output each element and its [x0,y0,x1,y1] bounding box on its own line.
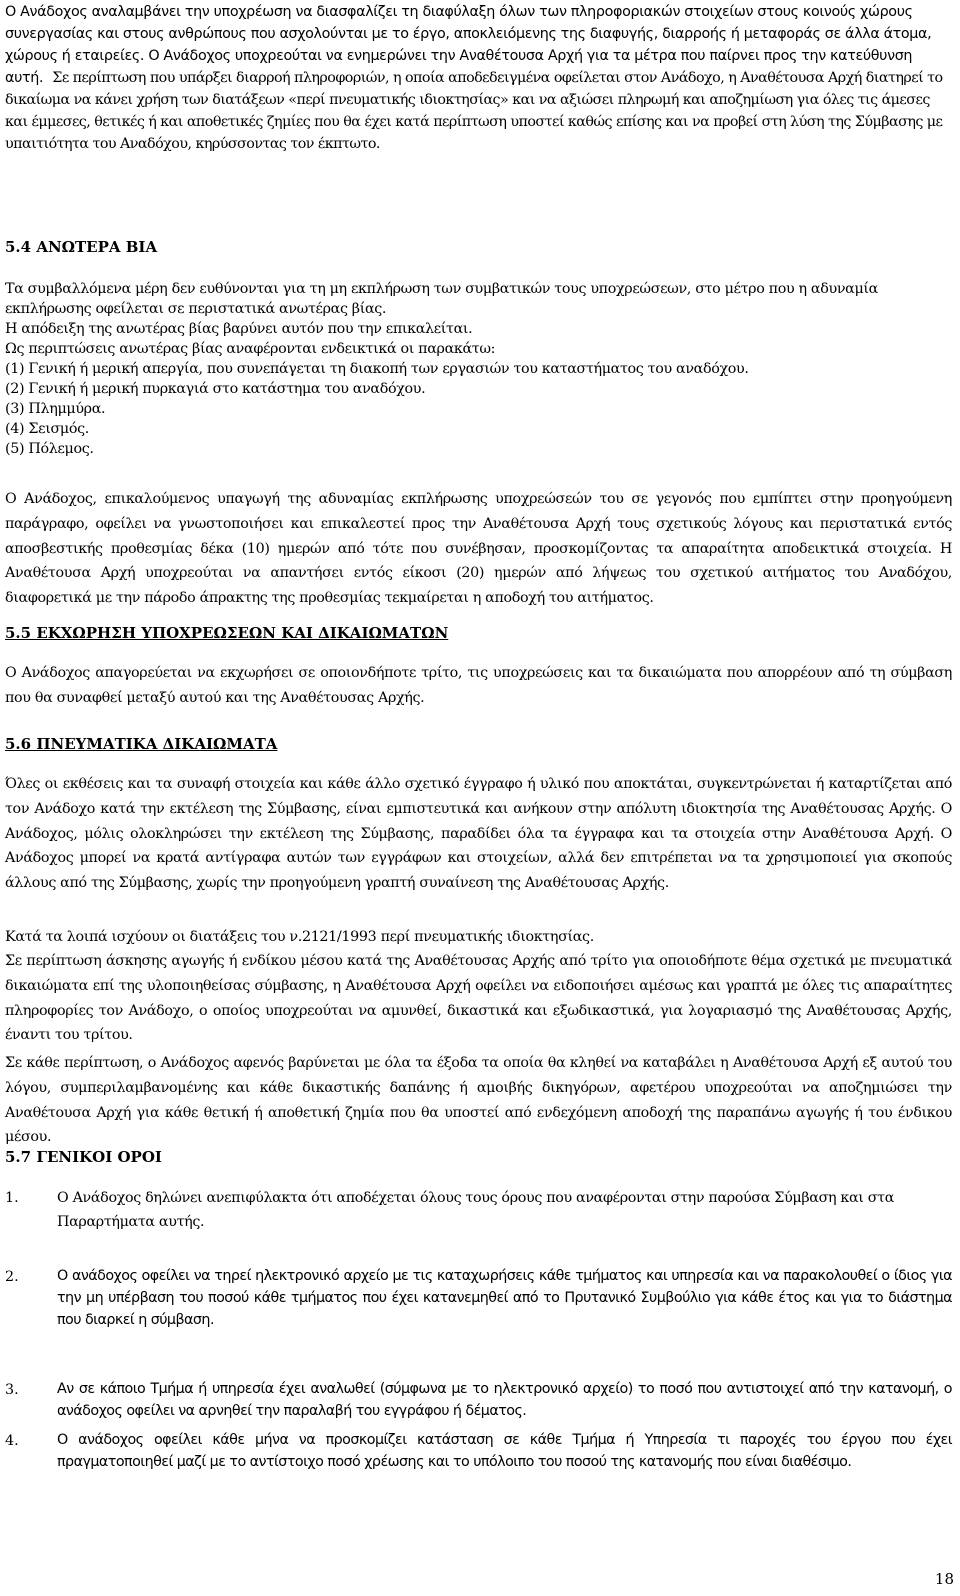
intro-text-serif: Σε περίπτωση που υπάρξει διαρροή πληροφοριών, η οποία αποδεδειγμένα οφείλεται στον Ανάδοχο, η Αναθέτουσα Αρχή διατηρεί το δικαίωμα να κάνει χρήση των διατάξεων «περί πνευματικής ιδιοκτησίας» και να αξιώσει πληρωμή και αποζημίωση για όλες τις άμεσες και έμμεσες, θετικές ή και αποθετικές ζημίες που θα έχει κατά περίπτωση υποστεί καθώς επίσης και να προβεί στη λύση της Σύμβασης με υπαιτιότητα του Αναδόχου, κηρύσσοντας τον έκπτωτο. [5,70,943,152]
heading-5-7: 5.7 ΓΕΝΙΚΟΙ ΟΡΟΙ [5,1148,162,1166]
ip-law-line: Κατά τα λοιπά ισχύουν οι διατάξεις του ν.2121/1993 περί πνευματικής ιδιοκτησίας. [5,929,594,945]
general-term-text: Ο ανάδοχος οφείλει κάθε μήνα να προσκομίζει κατάσταση σε κάθε Τμήμα ή Υπηρεσία τι παροχές του έργου που έχει πραγματοποιηθεί μαζί με το αντίστοιχο ποσό χρέωσης και το υπόλοιπο του ποσού της κατανομής που είναι διαθέσιμο. [57,1432,952,1470]
force-majeure-intro: Τα συμβαλλόμενα μέρη δεν ευθύνονται για τη μη εκπλήρωση των συμβατικών τους υποχρεώσεων, στο μέτρο που η αδυναμία εκπλήρωσης οφείλεται σε περιστατικά ανωτέρας βίας. [5,281,878,317]
general-term-number: 4. [5,1433,19,1449]
general-terms-list-3 [5,1378,952,1422]
general-terms-list-2 [5,1265,952,1331]
general-terms-list-4 [5,1429,952,1473]
general-term-text: Αν σε κάποιο Τμήμα ή υπηρεσία έχει αναλωθεί (σύμφωνα με το ηλεκτρονικό αρχείο) το ποσό που αντιστοιχεί από την κατανομή, ο ανάδοχος οφείλει να αρνηθεί την παραλαβή του εγγράφου ή δέματος. [57,1381,952,1419]
general-term-text: Ο Ανάδοχος δηλώνει ανεπιφύλακτα ότι αποδέχεται όλους τους όρους που αναφέρονται στην παρούσα Σύμβαση και στα Παραρτήματα αυτής. [57,1190,894,1230]
general-term-item [5,1265,952,1331]
force-majeure-paragraph: Ο Ανάδοχος, επικαλούμενος υπαγωγή της αδυναμίας εκπλήρωσης υποχρεώσεών του σε γεγονός που εμπίπτει στην προηγούμενη παράγραφο, οφείλει να γνωστοποιήσει και επικαλεστεί προς την Αναθέτουσα Αρχή τους σχετικούς λόγους και περιστατικά εντός αποσβεστικής προθεσμίας δέκα (10) ημερών από τότε που συνέβησαν, προσκομίζοντας τα απαραίτητα αποδεικτικά στοιχεία. Η Αναθέτουσα Αρχή υποχρεούται να απαντήσει εντός είκοσι (20) ημερών από λήψεως του σχετικού αιτήματος του Αναδόχου, διαφορετικά με την πάροδο άπρακτης της προθεσμίας τεκμαίρεται η αποδοχή του αιτήματος. [5,491,952,607]
general-term-item [5,1429,952,1473]
force-majeure-case-5: (5) Πόλεμος. [5,441,94,457]
force-majeure-case-1: (1) Γενική ή μερική απεργία, που συνεπάγεται τη διακοπή των εργασιών του καταστήματος του αναδόχου. [5,361,749,377]
assignment-paragraph: Ο Ανάδοχος απαγορεύεται να εκχωρήσει σε οποιονδήποτε τρίτο, τις υποχρεώσεις και τα δικαιώματα που απορρέουν από τη σύμβαση που θα συναφθεί μεταξύ αυτού και της Αναθέτουσας Αρχής. [5,665,952,706]
heading-5-6-text: 5.6 ΠΝΕΥΜΑΤΙΚΑ ΔΙΚΑΙΩΜΑΤΑ [5,735,278,753]
general-term-item [5,1186,952,1234]
general-term-item [5,1378,952,1422]
ip-paragraph-3: Σε κάθε περίπτωση, ο Ανάδοχος αφενός βαρύνεται με όλα τα έξοδα τα οποία θα κληθεί να καταβάλει η Αναθέτουσα Αρχή εξ αυτού του λόγου, συμπεριλαμβανομένης και κάθε δικαστικής δαπάνης ή αμοιβής δικηγόρων, αφετέρου υποχρεούται να αποζημιώσει την Αναθέτουσα Αρχή για κάθε θετική ή αποθετική ζημία που θα υποστεί από ενδεχόμενη αποδοχή της παραπάνω αγωγής ή του ένδικου μέσου. [5,1055,952,1146]
general-terms-list [5,1186,952,1234]
intro-paragraph [5,1,952,155]
heading-5-6 [5,735,277,753]
general-term-text: Ο ανάδοχος οφείλει να τηρεί ηλεκτρονικό αρχείο με τις καταχωρήσεις κάθε τμήματος και υπηρεσία και να παρακολουθεί ο ίδιος για την μη υπέρβαση του ποσού κάθε τμήματος που έχει κατανεμηθεί από το Πρυτανικό Συμβούλιο για κάθε έτος και για το διάστημα που διαρκεί η σύμβαση. [57,1268,952,1328]
general-term-number: 3. [5,1382,19,1398]
heading-5-4: 5.4 ΑΝΩΤΕΡΑ ΒΙΑ [5,238,158,256]
section-5-4-lines [5,279,952,459]
ip-paragraph-2: Σε περίπτωση άσκησης αγωγής ή ενδίκου μέσου κατά της Αναθέτουσας Αρχής από τρίτο για οποιοδήποτε θέμα σχετικά με πνευματικά δικαιώματα επί της υλοποιηθείσας σύμβασης, η Αναθέτουσα Αρχή οφείλει να ειδοποιήσει αμέσως και γραπτά με όλες τις απαραίτητες πληροφορίες τον Ανάδοχο, ο οποίος υποχρεούται να αμυνθεί, δικαστικά και εξωδικαστικά, για λογαριασμό της Αναθέτουσας Αρχής, έναντι του τρίτου. [5,953,952,1044]
heading-5-5-text: 5.5 ΕΚΧΩΡΗΣΗ ΥΠΟΧΡΕΩΣΕΩΝ ΚΑΙ ΔΙΚΑΙΩΜΑΤΩΝ [5,624,449,642]
force-majeure-cases-intro: Ως περιπτώσεις ανωτέρας βίας αναφέρονται ενδεικτικά οι παρακάτω: [5,341,496,357]
heading-5-5 [5,624,448,642]
ip-paragraph-1: Όλες οι εκθέσεις και τα συναφή στοιχεία και κάθε άλλο σχετικό έγγραφο ή υλικό που αποκτάται, συγκεντρώνεται ή καταρτίζεται από τον Ανάδοχο κατά την εκτέλεση της Σύμβασης, είναι εμπιστευτικά και ανήκουν στην απόλυτη ιδιοκτησία της Αναθέτουσας Αρχής. Ο Ανάδοχος, μόλις ολοκληρώσει την εκτέλεση της Σύμβασης, παραδίδει όλα τα έγγραφα και τα στοιχεία στην Αναθέτουσα Αρχή. Ο Ανάδοχος μπορεί να κρατά αντίγραφα αυτών των εγγράφων και στοιχείων, αλλά δεν επιτρέπεται να τα χρησιμοποιεί για σκοπούς άλλους από της Σύμβασης, χωρίς την προηγούμενη γραπτή συναίνεση της Αναθέτουσας Αρχής. [5,776,952,892]
general-term-number: 1. [5,1190,19,1206]
force-majeure-case-3: (3) Πλημμύρα. [5,401,106,417]
force-majeure-case-4: (4) Σεισμός. [5,421,89,437]
force-majeure-case-2: (2) Γενική ή μερική πυρκαγιά στο κατάστημα του αναδόχου. [5,381,426,397]
force-majeure-proof: Η απόδειξη της ανωτέρας βίας βαρύνει αυτόν που την επικαλείται. [5,321,473,337]
intro-text-sans: Ο Ανάδοχος αναλαμβάνει την υποχρέωση να διασφαλίζει τη διαφύλαξη όλων των πληροφοριακών στοιχείων στους κοινούς χώρους συνεργασίας και στους ανθρώπους που ασχολούνται με το έργο, αποκλειόμενης της διαφυγής, διαρροής ή μεταφοράς σε άλλα άτομα, χώρους ή εταιρείες. Ο Ανάδοχος υποχρεούται να ενημερώνει την Αναθέτουσα Αρχή για τα μέτρα που παίρνει προς την κατεύθυνση αυτή. [5,4,932,86]
page-number: 18 [934,1570,954,1588]
general-term-number: 2. [5,1269,19,1285]
